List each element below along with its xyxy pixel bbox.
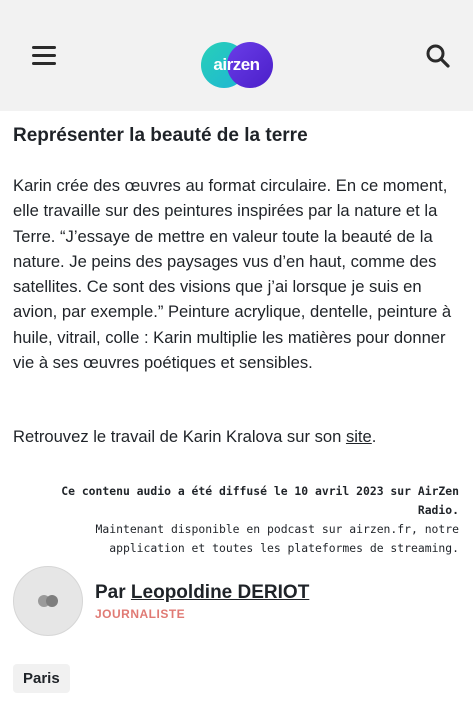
retrouvez-suffix: . bbox=[371, 427, 377, 446]
hamburger-menu-icon[interactable] bbox=[32, 46, 56, 66]
tag-paris[interactable]: Paris bbox=[13, 664, 70, 693]
retrouvez-prefix: Retrouvez le travail de Karin Kralova sur son bbox=[13, 427, 346, 446]
author-name bbox=[95, 582, 309, 604]
broadcast-date-line: Ce contenu audio a été diffusé le 10 avril 2023 sur AirZen Radio. bbox=[61, 484, 459, 517]
airzen-logo[interactable] bbox=[201, 42, 273, 88]
author-prefix: Par bbox=[95, 581, 131, 603]
logo-text: airzen bbox=[213, 55, 260, 74]
article-title: Représenter la beauté de la terre bbox=[13, 125, 308, 146]
retrouvez-paragraph bbox=[13, 424, 463, 449]
podcast-availability-line: Maintenant disponible en podcast sur airzen.fr, notre application et toutes les plateformes de streaming. bbox=[95, 522, 459, 555]
author-name-link[interactable]: Leopoldine DERIOT bbox=[130, 581, 310, 603]
avatar[interactable] bbox=[13, 566, 83, 636]
avatar-placeholder-logo bbox=[38, 595, 58, 607]
site-link[interactable]: site bbox=[345, 427, 372, 446]
author-block bbox=[13, 566, 309, 636]
author-role: JOURNALISTE bbox=[95, 606, 186, 621]
article-body: Karin crée des œuvres au format circulaire. En ce moment, elle travaille sur des peintures inspirées par la nature et la Terre. “J’essaye de mettre en valeur toute la beauté de la nature. Je peins des paysages vus d’en haut, comme des satellites. Ce sont des visions que j’ai lorsque je suis en avion, par exemple.” Peinture acrylique, dentelle, peinture à huile, vitrail, colle : Karin multiplie les matières pour donner vie à ses œuvres poétiques et sensibles. bbox=[13, 176, 452, 373]
site-header bbox=[0, 0, 473, 111]
search-icon[interactable] bbox=[425, 43, 451, 69]
broadcast-note bbox=[19, 482, 459, 558]
